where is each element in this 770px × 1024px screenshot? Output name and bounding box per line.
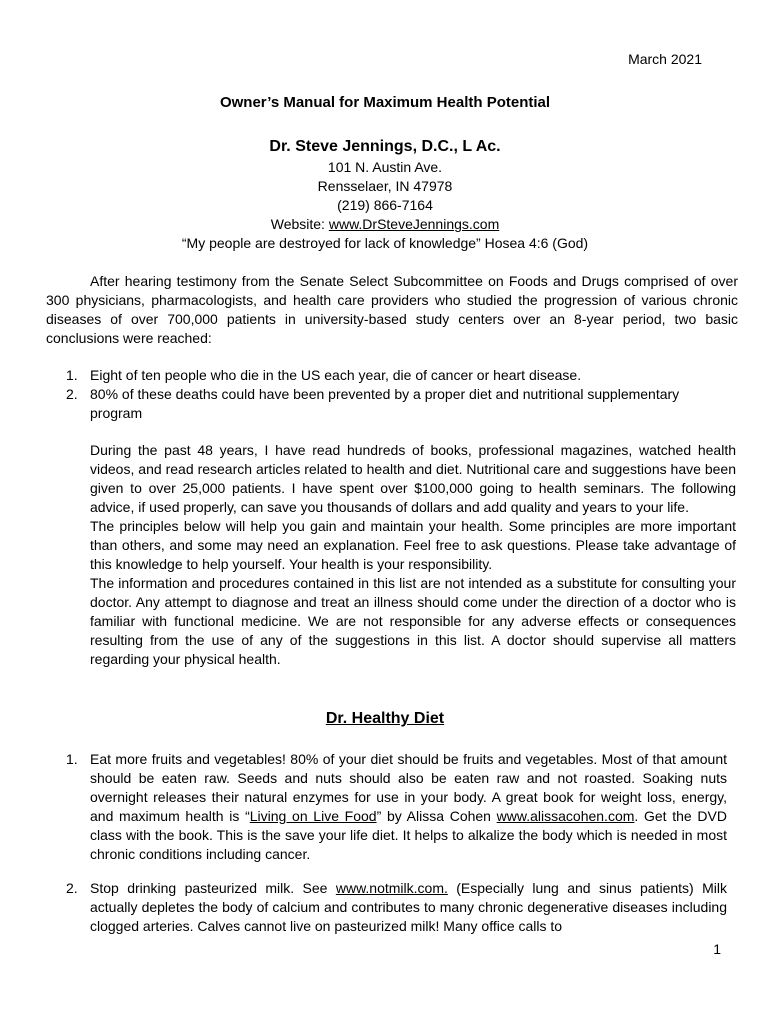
alissacohen-link[interactable]: www.alissacohen.com xyxy=(496,808,635,824)
diet-item-2-text-a: Stop drinking pasteurized milk. See xyxy=(90,880,336,896)
diet-item-1-text-b: ” by Alissa Cohen xyxy=(376,808,497,824)
list-item-number: 1. xyxy=(66,367,78,383)
list-item-text: 80% of these deaths could have been prevented by a proper diet and nutritional supplementary program xyxy=(90,386,680,421)
website-line xyxy=(0,215,770,234)
author-name: Dr. Steve Jennings, D.C., L Ac. xyxy=(269,138,501,155)
address-line-2: Rensselaer, IN 47978 xyxy=(317,178,453,194)
website-label: Website: xyxy=(270,216,329,232)
body-paragraph-principles: The principles below will help you gain and maintain your health. Some principles are more important than others, and some may need an explanation. Feel free to ask questions. Please take advantage of this knowledge to help yourself. Your health is your responsibility. xyxy=(90,518,736,572)
list-item-number: 2. xyxy=(66,386,78,402)
address-line-1: 101 N. Austin Ave. xyxy=(327,159,443,175)
list-item-number: 2. xyxy=(66,880,78,896)
page-number: 1 xyxy=(713,941,721,957)
diet-item-1-text-a: Eat more fruits and vegetables! 80% of your diet should be fruits and vegetables. Most of that amount should be eaten raw. Seeds and nuts should also be eaten raw and not roasted. Soaking nuts overnight releases their natural enzymes for use in your body. A great book for weight loss, energy, and maximum health is “ xyxy=(90,751,727,824)
scripture-quote: “My people are destroyed for lack of knowledge” Hosea 4:6 (God) xyxy=(181,235,589,251)
body-paragraph-experience: During the past 48 years, I have read hundreds of books, professional magazines, watched health videos, and read research articles related to health and diet. Nutritional care and suggestions have been given to over 25,000 patients. I have spent over $100,000 going to health seminars. The following advice, if used properly, can save you thousands of dollars and add quality and years to your life. xyxy=(90,442,736,515)
conclusions-list xyxy=(66,366,732,423)
book-title-link: Living on Live Food xyxy=(249,808,377,824)
diet-item-2-text-b: (Especially lung and sinus patients) Milk actually depletes the body of calcium and contributes to many chronic degenerative diseases including clogged arteries. Calves cannot live on pasteurized milk! Many office calls to xyxy=(90,880,727,934)
list-item-text xyxy=(90,750,727,864)
intro-paragraph: After hearing testimony from the Senate Select Subcommittee on Foods and Drugs comprised of over 300 physicians, pharmacologists, and health care providers who studied the progression of various chronic diseases of over 700,000 patients in university-based study centers over an 8-year period, two basic conclusions were reached: xyxy=(46,273,738,346)
website-link[interactable]: www.DrSteveJennings.com xyxy=(328,216,500,232)
list-item xyxy=(66,366,732,385)
list-item xyxy=(66,385,732,423)
diet-item-1-text-c: . Get the DVD class with the book. This is the save your life diet. It helps to alkalize the body which is needed in most chronic conditions including cancer. xyxy=(90,808,727,862)
diet-item-2 xyxy=(66,879,727,936)
list-item-number: 1. xyxy=(66,751,78,767)
body-text xyxy=(90,441,736,669)
body-paragraph-disclaimer: The information and procedures contained in this list are not intended as a substitute for consulting your doctor. Any attempt to diagnose and treat an illness should come under the direction of a doctor who is familiar with functional medicine. We are not responsible for any adverse effects or consequences resulting from the use of any of the suggestions in this list. A doctor should supervise all matters regarding your physical health. xyxy=(90,575,736,667)
list-item-text xyxy=(90,879,727,936)
notmilk-link[interactable]: www.notmilk.com. xyxy=(335,880,448,896)
list-item-text: Eight of ten people who die in the US each year, die of cancer or heart disease. xyxy=(90,367,582,383)
phone-number: (219) 866-7164 xyxy=(337,197,433,213)
section-heading-diet: Dr. Healthy Diet xyxy=(325,710,445,727)
document-date: March 2021 xyxy=(628,51,702,67)
document-title: Owner’s Manual for Maximum Health Potential xyxy=(219,94,551,111)
diet-item-1 xyxy=(66,750,727,864)
